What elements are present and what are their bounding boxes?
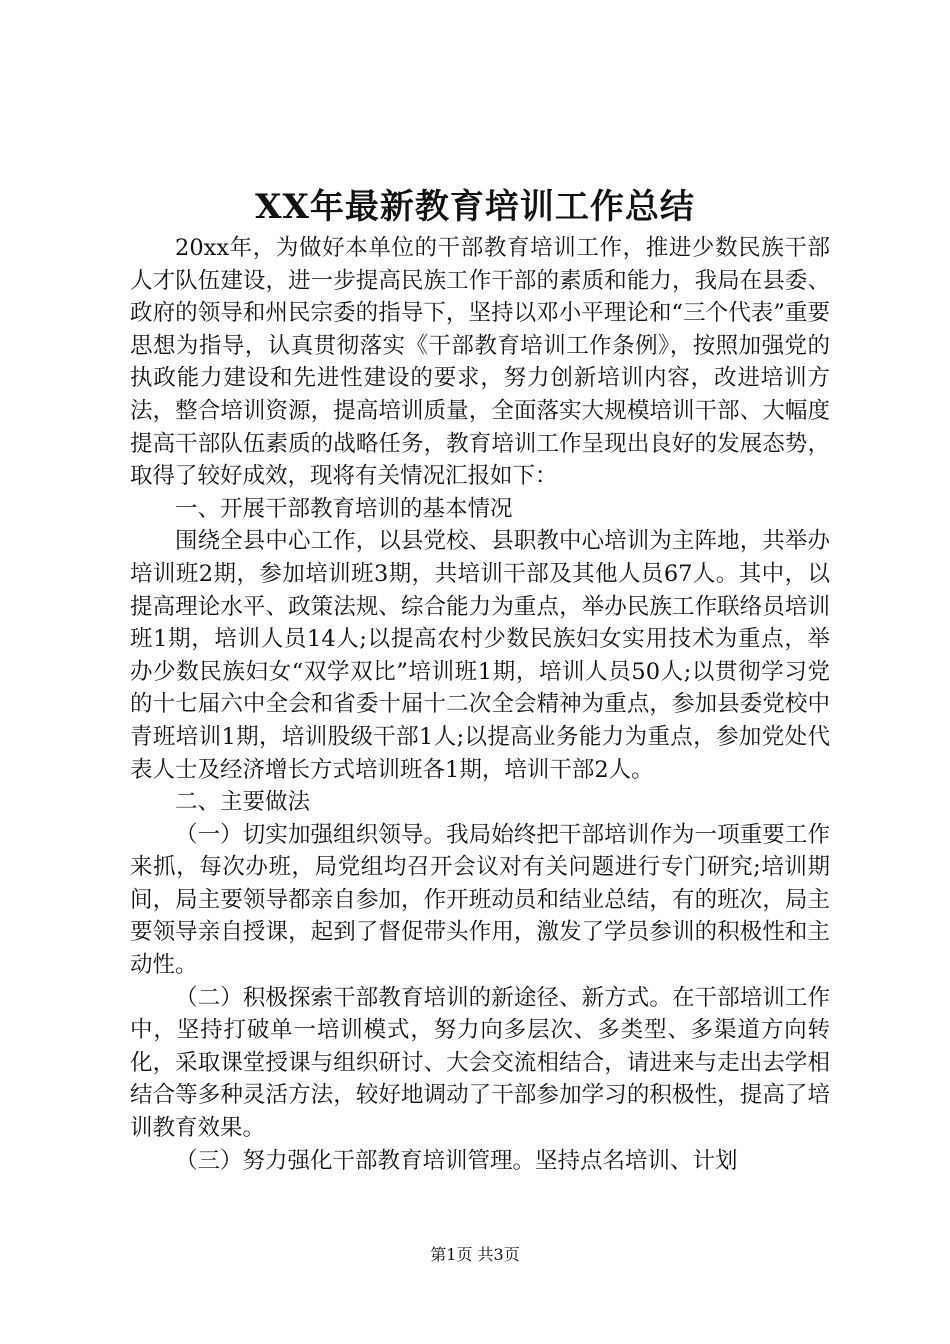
document-title: XX年最新教育培训工作总结 [255, 187, 695, 227]
paragraph-method-2: （二）积极探索干部教育培训的新途径、新方式。在干部培训工作中，坚持打破单一培训模式，努力向多层次、多类型、多渠道方向转化，采取课堂授课与组织研讨、大会交流相结合，请进来与走出去学相结合等多种灵活方法，较好地调动了干部参加学习的积极性，提高了培训教育效果。 [130, 984, 830, 1142]
paragraph-method-3: （三）努力强化干部教育培训管理。坚持点名培训、计划 [175, 1147, 738, 1174]
section-heading-2: 二、主要做法 [175, 789, 311, 816]
paragraph-method-1: （一）切实加强组织领导。我局始终把干部培训作为一项重要工作来抓，每次办班，局党组均召开会议对有关问题进行专门研究;培训期间，局主要领导都亲自参加，作开班动员和结业总结，有的班次，局主要领导亲自授课，起到了督促带头作用，激发了学员参训的积极性和主动性。 [130, 821, 830, 979]
paragraph-intro: 20xx年，为做好本单位的干部教育培训工作，推进少数民族干部人才队伍建设，进一步提高民族工作干部的素质和能力，我局在县委、政府的领导和州民宗委的指导下，坚持以邓小平理论和“三个代表”重要思想为指导，认真贯彻落实《干部教育培训工作条例》，按照加强党的执政能力建设和先进性建设的要求，努力创新培训内容，改进培训方法，整合培训资源，提高培训质量，全面落实大规模培训干部、大幅度提高干部队伍素质的战略任务，教育培训工作呈现出良好的发展态势，取得了较好成效，现将有关情况汇报如下： [130, 235, 830, 490]
document-body [130, 232, 830, 1177]
page-footer: 第1页 共3页 [430, 1245, 520, 1264]
section-heading-1: 一、开展干部教育培训的基本情况 [175, 495, 513, 522]
paragraph-basic-situation: 围绕全县中心工作，以县党校、县职教中心培训为主阵地，共举办培训班2期，参加培训班3期，共培训干部及其他人员67人。其中，以提高理论水平、政策法规、综合能力为重点，举办民族工作联络员培训班1期，培训人员14人;以提高农村少数民族妇女实用技术为重点，举办少数民族妇女“双学双比”培训班1期，培训人员50人;以贯彻学习党的十七届六中全会和省委十届十二次全会精神为重点，参加县委党校中青班培训1期，培训股级干部1人;以提高业务能力为重点，参加党处代表人士及经济增长方式培训班各1期，培训干部2人。 [130, 528, 830, 783]
